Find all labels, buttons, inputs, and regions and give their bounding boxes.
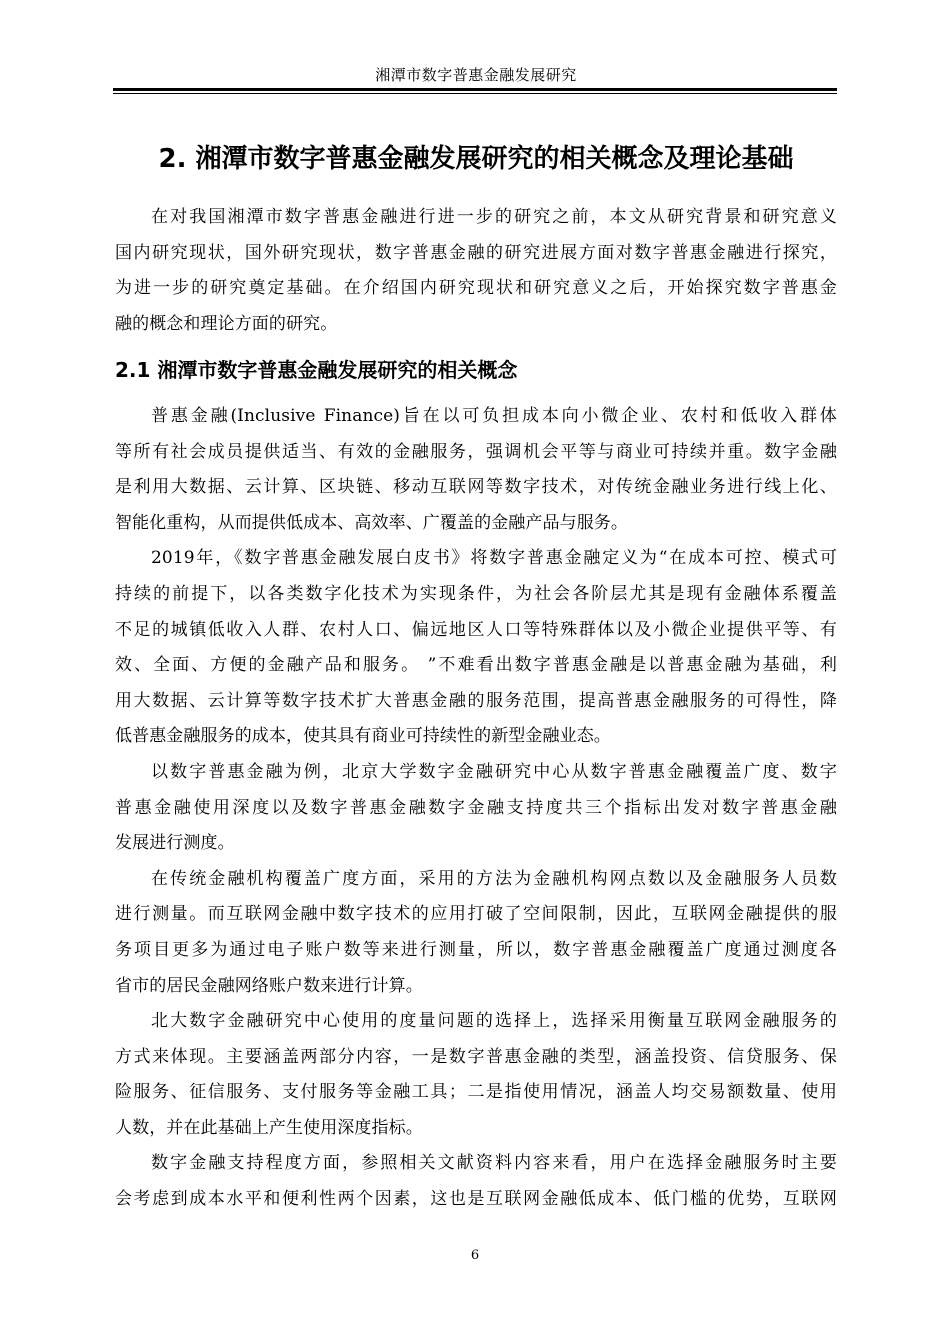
paragraph: [115, 1146, 837, 1217]
paragraph-line: 2019年，《数字普惠金融发展白皮书》将数字普惠金融定义为“在成本可控、模式可: [151, 548, 837, 569]
paragraph-line: 在传统金融机构覆盖广度方面，采用的方法为金融机构网点数以及金融服务人员数: [151, 868, 837, 889]
paragraph-line: 普惠金融(Inclusive Finance)旨在以可负担成本向小微企业、农村和低收入群体: [151, 406, 837, 426]
page-number: 6: [470, 1248, 480, 1263]
paragraph-line: 效、全面、方便的金融产品和服务。 ”不难看出数字普惠金融是以普惠金融为基础，利: [115, 655, 837, 676]
paragraph-line: 会考虑到成本水平和便利性两个因素，这也是互联网金融低成本、低门槛的优势，互联网: [115, 1189, 837, 1210]
paragraph-line: 等所有社会成员提供适当、有效的金融服务，强调机会平等与商业可持续并重。数字金融: [115, 441, 837, 462]
paragraph-line: 数字金融支持程度方面，参照相关文献资料内容来看，用户在选择金融服务时主要: [151, 1153, 837, 1174]
section-body: [115, 399, 837, 1218]
chapter-title: 2. 湘潭市数字普惠金融发展研究的相关概念及理论基础: [158, 144, 794, 174]
paragraph-line: 智能化重构，从而提供低成本、高效率、广覆盖的金融产品与服务。: [115, 512, 628, 533]
header-rule-thick: [113, 88, 837, 91]
paragraph-line: 发展进行测度。: [115, 833, 235, 854]
paragraph-line: 进行测量。而互联网金融中数字技术的应用打破了空间限制，因此，互联网金融提供的服: [115, 904, 837, 925]
paragraph: [115, 399, 837, 541]
section-title: 2.1 湘潭市数字普惠金融发展研究的相关概念: [115, 358, 518, 382]
paragraph-line: 在对我国湘潭市数字普惠金融进行进一步的研究之前，本文从研究背景和研究意义: [151, 207, 837, 227]
paragraph-line: 方式来体现。主要涵盖两部分内容，一是数字普惠金融的类型，涵盖投资、信贷服务、保: [115, 1046, 837, 1067]
paragraph-line: 普惠金融使用深度以及数字普惠金融数字金融支持度共三个指标出发对数字普惠金融: [115, 797, 837, 818]
paragraph-line: 北大数字金融研究中心使用的度量问题的选择上，选择采用衡量互联网金融服务的: [151, 1011, 837, 1032]
paragraph: [115, 862, 837, 1004]
paragraph-line: 务项目更多为通过电子账户数等来进行测量，所以，数字普惠金融覆盖广度通过测度各: [115, 939, 837, 960]
paragraph: [115, 1004, 837, 1146]
running-header: 湘潭市数字普惠金融发展研究: [375, 66, 577, 84]
paragraph-line: 以数字普惠金融为例，北京大学数字金融研究中心从数字普惠金融覆盖广度、数字: [151, 761, 837, 782]
paragraph-line: 是利用大数据、云计算、区块链、移动互联网等数字技术，对传统金融业务进行线上化、: [115, 477, 837, 498]
paragraph-line: 用大数据、云计算等数字技术扩大普惠金融的服务范围，提高普惠金融服务的可得性，降: [115, 690, 837, 711]
paragraph-line: 险服务、征信服务、支付服务等金融工具；二是指使用情况，涵盖人均交易额数量、使用: [115, 1082, 837, 1103]
paragraph-line: 持续的前提下，以各类数字化技术为实现条件，为社会各阶层尤其是现有金融体系覆盖: [115, 583, 837, 604]
paragraph-line: 融的概念和理论方面的研究。: [115, 313, 338, 334]
paragraph-line: 省市的居民金融网络账户数来进行计算。: [115, 975, 423, 996]
header-rule-thin: [113, 93, 837, 94]
paragraph-line: 为进一步的研究奠定基础。在介绍国内研究现状和研究意义之后，开始探究数字普惠金: [115, 278, 837, 299]
paragraph-line: 国内研究现状，国外研究现状，数字普惠金融的研究进展方面对数字普惠金融进行探究，: [115, 242, 837, 263]
paragraph-line: 低普惠金融服务的成本，使其具有商业可持续性的新型金融业态。: [115, 726, 611, 747]
paragraph: [115, 541, 837, 755]
paragraph: [115, 755, 837, 862]
paragraph-line: 不足的城镇低收入人群、农村人口、偏远地区人口等特殊群体以及小微企业提供平等、有: [115, 619, 837, 640]
paragraph-line: 人数，并在此基础上产生使用深度指标。: [115, 1117, 423, 1138]
intro-paragraph: [115, 200, 837, 342]
